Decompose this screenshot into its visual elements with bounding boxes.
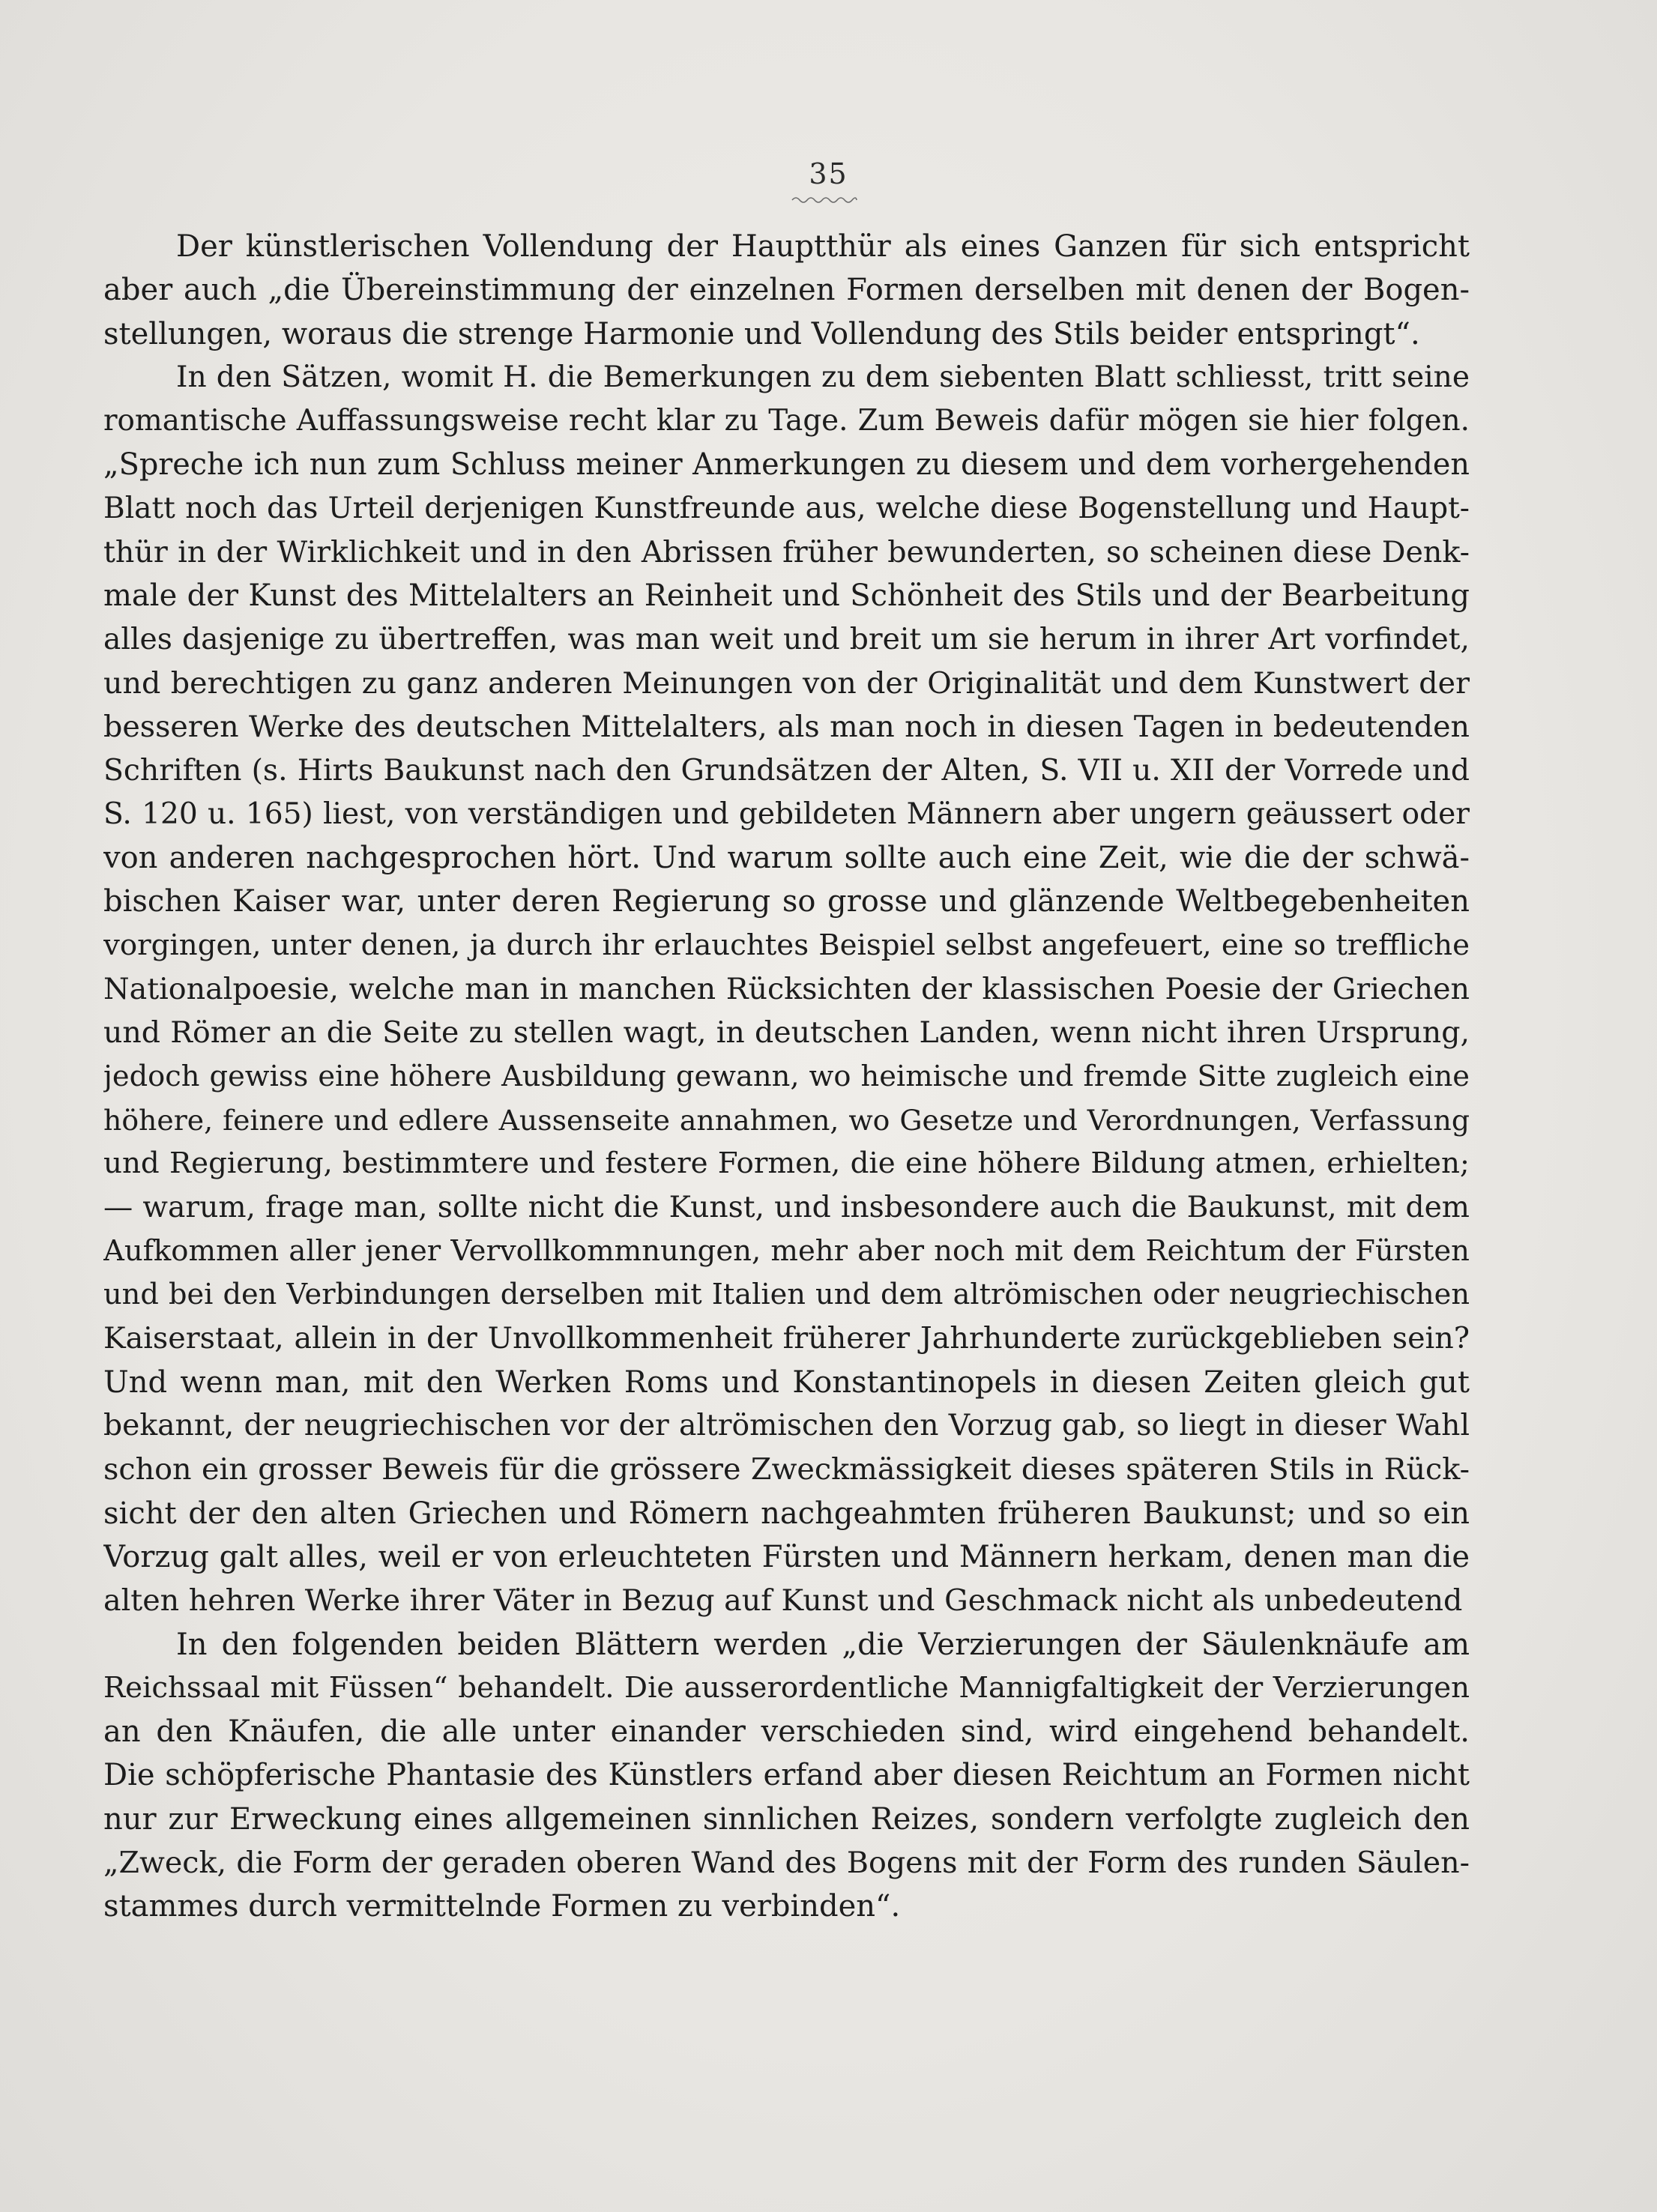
page-number: 35 <box>809 157 848 190</box>
text-line: Kaiserstaat, allein in der Unvollkommenheit früherer Jahrhunderte zurückgeblieben sein? <box>103 1321 1470 1356</box>
text-line: — warum, frage man, sollte nicht die Kunst, und insbesondere auch die Baukunst, mit dem <box>103 1190 1470 1224</box>
text-line: vorgingen, unter denen, ja durch ihr erlauchtes Beispiel selbst angefeuert, eine so treffliche <box>103 928 1470 962</box>
text-line: Reichssaal mit Füssen“ behandelt. Die ausserordentliche Mannigfaltigkeit der Verzierungen <box>103 1670 1470 1705</box>
text-line: stammes durch vermittelnde Formen zu verbinden“. <box>103 1889 901 1924</box>
text-line: alten hehren Werke ihrer Väter in Bezug auf Kunst und Geschmack nicht als unbedeutend <box>103 1583 1463 1619</box>
paragraph-1 <box>103 225 1470 356</box>
text-line: Der künstlerischen Vollendung der Hauptthür als eines Ganzen für sich entspricht <box>176 229 1470 264</box>
text-line: jedoch gewiss eine höhere Ausbildung gewann, wo heimische und fremde Sitte zugleich eine <box>103 1059 1470 1093</box>
wavy-ornament-icon <box>791 195 858 205</box>
text-line: von anderen nachgesprochen hört. Und warum sollte auch eine Zeit, wie die der schwä- <box>103 841 1470 876</box>
text-line: „Zweck, die Form der geraden oberen Wand des Bogens mit der Form des runden Säulen- <box>103 1845 1470 1880</box>
text-line: bischen Kaiser war, unter deren Regierung so grosse und glänzende Weltbegebenheiten <box>103 884 1470 919</box>
text-line: und bei den Verbindungen derselben mit Italien und dem altrömischen oder neugriechischen <box>103 1278 1470 1312</box>
text-line: an den Knäufen, die alle unter einander verschieden sind, wird eingehend behandelt. <box>103 1714 1470 1750</box>
text-line: In den folgenden beiden Blättern werden „die Verzierungen der Säulenknäufe am <box>176 1627 1470 1662</box>
text-line: und berechtigen zu ganz anderen Meinungen von der Originalität und dem Kunstwert der <box>103 665 1470 701</box>
text-line: Schriften (s. Hirts Baukunst nach den Grundsätzen der Alten, S. VII u. XII der Vorrede und <box>103 753 1470 788</box>
text-line: „Spreche ich nun zum Schluss meiner Anmerkungen zu diesem und dem vorhergehenden <box>103 447 1470 483</box>
text-line: Die schöpferische Phantasie des Künstlers erfand aber diesen Reichtum an Formen nicht <box>103 1758 1470 1793</box>
text-line: male der Kunst des Mittelalters an Reinheit und Schönheit des Stils und der Bearbeitung <box>103 578 1470 614</box>
text-line: stellungen, woraus die strenge Harmonie und Vollendung des Stils beider entspringt“. <box>103 316 1420 351</box>
text-line: Nationalpoesie, welche man in manchen Rücksichten der klassischen Poesie der Griechen <box>103 972 1470 1007</box>
text-line: Vorzug galt alles, weil er von erleuchteten Fürsten und Männern herkam, denen man die <box>103 1539 1470 1574</box>
paragraph-2 <box>103 356 1470 1623</box>
text-line: thür in der Wirklichkeit und in den Abrissen früher bewunderten, so scheinen diese Denk- <box>103 535 1470 570</box>
text-line: nur zur Erweckung eines allgemeinen sinnlichen Reizes, sondern verfolgte zugleich den <box>103 1801 1470 1837</box>
text-line: S. 120 u. 165) liest, von verständigen und gebildeten Männern aber ungern geäussert oder <box>103 797 1470 831</box>
text-line: Blatt noch das Urteil derjenigen Kunstfreunde aus, welche diese Bogenstellung und Haupt- <box>103 491 1470 525</box>
text-line: sicht der den alten Griechen und Römern nachgeahmten früheren Baukunst; und so ein <box>103 1496 1470 1531</box>
text-line: bekannt, der neugriechischen vor der altrömischen den Vorzug gab, so liegt in dieser Wahl <box>103 1409 1470 1443</box>
text-line: Und wenn man, mit den Werken Roms und Konstantinopels in diesen Zeiten gleich gut <box>103 1365 1470 1400</box>
text-line: Aufkommen aller jener Vervollkommnungen, mehr aber noch mit dem Reichtum der Fürsten <box>103 1233 1470 1268</box>
text-line: und Regierung, bestimmtere und festere Formen, die eine höhere Bildung atmen, erhielten; <box>103 1146 1470 1181</box>
text-line: romantische Auffassungsweise recht klar zu Tage. Zum Beweis dafür mögen sie hier folgen. <box>103 404 1470 438</box>
paragraph-3 <box>103 1623 1470 1929</box>
text-line: und Römer an die Seite zu stellen wagt, in deutschen Landen, wenn nicht ihren Ursprung, <box>103 1015 1470 1051</box>
text-line: In den Sätzen, womit H. die Bemerkungen zu dem siebenten Blatt schliesst, tritt seine <box>176 360 1470 394</box>
text-line: alles dasjenige zu übertreffen, was man weit und breit um sie herum in ihrer Art vorfindet, <box>103 622 1470 656</box>
text-line: aber auch „die Übereinstimmung der einzelnen Formen derselben mit denen der Bogen- <box>103 273 1470 308</box>
text-line: schon ein grosser Beweis für die grössere Zweckmässigkeit dieses späteren Stils in Rück- <box>103 1452 1470 1487</box>
text-line: besseren Werke des deutschen Mittelalters, als man noch in diesen Tagen in bedeutenden <box>103 710 1470 745</box>
body-text <box>103 225 1470 1929</box>
text-line: höhere, feinere und edlere Aussenseite annahmen, wo Gesetze und Verordnungen, Verfassung <box>103 1103 1470 1137</box>
